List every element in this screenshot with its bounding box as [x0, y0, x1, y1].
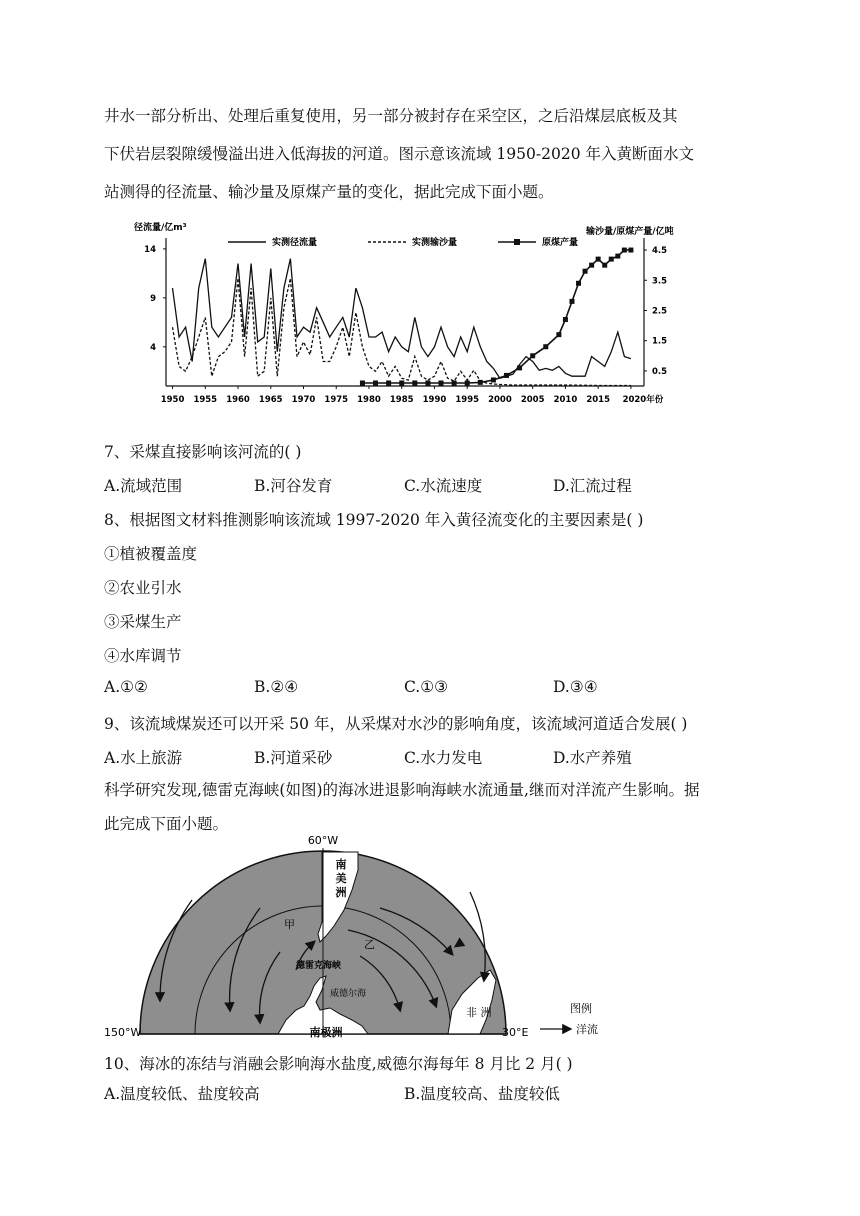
passage1-line-3: 站测得的径流量、输沙量及原煤产量的变化，据此完成下面小题。	[104, 183, 554, 201]
legend-label-1: 实测径流量	[272, 238, 318, 248]
coal-output-marker	[504, 373, 509, 378]
coal-output-marker	[452, 380, 457, 385]
coal-output-marker	[543, 344, 548, 349]
label-africa: 非 洲	[466, 1006, 492, 1019]
chart-series	[173, 248, 634, 386]
x-tick-label: 2010	[553, 395, 578, 405]
coal-output-marker	[530, 353, 535, 358]
label-weddell-sea: 威德尔海	[330, 989, 367, 999]
q7-option-c[interactable]: C.水流速度	[404, 477, 483, 495]
q7-stem: 7、采煤直接影响该河流的( )	[104, 443, 302, 461]
series-line-3	[362, 250, 631, 383]
q7-option-b[interactable]: B.河谷发育	[254, 477, 333, 495]
x-tick-label: 2000	[488, 395, 512, 405]
label-antarctica: 南极洲	[309, 1026, 343, 1039]
q9-option-c[interactable]: C.水力发电	[404, 749, 483, 767]
q10-stem: 10、海冰的冻结与消融会影响海水盐度,威德尔海每年 8 月比 2 月( )	[104, 1055, 573, 1073]
q8-stem: 8、根据图文材料推测影响该流域 1997-2020 年入黄径流变化的主要因素是( )	[104, 511, 644, 529]
x-tick-label: 1990	[422, 395, 447, 405]
coal-output-marker	[360, 380, 365, 385]
coal-output-marker	[596, 257, 601, 262]
q9-option-d[interactable]: D.水产养殖	[553, 749, 632, 767]
coal-output-marker	[439, 380, 444, 385]
coal-output-marker	[556, 332, 561, 337]
x-tick-label: 2020年份	[622, 395, 664, 405]
coal-output-marker	[563, 317, 568, 322]
coal-output-marker	[491, 377, 496, 382]
coal-output-marker	[609, 257, 614, 262]
q8-item-3: ③采煤生产	[104, 613, 182, 631]
x-tick-label: 1985	[389, 395, 414, 405]
x-tick-label: 1965	[258, 395, 283, 405]
x-tick-label: 1960	[226, 395, 250, 405]
q8-option-b[interactable]: B.②④	[254, 678, 299, 696]
coal-output-marker	[373, 380, 378, 385]
q9-option-a[interactable]: A.水上旅游	[104, 749, 183, 767]
q7-option-a[interactable]: A.流域范围	[104, 477, 183, 495]
q10-option-a[interactable]: A.温度较低、盐度较高	[104, 1085, 260, 1103]
label-yi: 乙	[364, 938, 375, 951]
label-drake-passage: 德雷克海峡	[296, 961, 342, 971]
right-tick-label: 2.5	[652, 306, 668, 317]
q9-option-b[interactable]: B.河道采砂	[254, 749, 333, 767]
q8-option-c[interactable]: C.①③	[404, 678, 449, 696]
x-tick-label: 2015	[586, 395, 611, 405]
coal-output-marker	[425, 380, 430, 385]
q8-item-4: ④水库调节	[104, 647, 182, 665]
chart-legend	[228, 236, 578, 248]
x-tick-label: 1995	[455, 395, 480, 405]
right-tick-label: 3.5	[652, 276, 668, 287]
x-tick-label: 1950	[160, 395, 185, 405]
x-tick-label: 1955	[193, 395, 218, 405]
legend-label-2: 实测输沙量	[412, 238, 458, 248]
q8-option-d[interactable]: D.③④	[553, 678, 598, 696]
passage2-line-2: 此完成下面小题。	[104, 815, 229, 833]
left-axis-label: 径流量/亿m³	[134, 223, 187, 233]
passage1-line-1: 井水一部分析出、处理后重复使用，另一部分被封存在采空区，之后沿煤层底板及其	[104, 107, 678, 125]
coal-output-marker	[465, 380, 470, 385]
coal-output-marker	[517, 365, 522, 370]
x-tick-label: 2005	[520, 395, 545, 405]
q8-item-1: ①植被覆盖度	[104, 545, 198, 563]
label-south-america-3: 洲	[335, 886, 347, 899]
x-tick-label: 1970	[291, 395, 316, 405]
left-tick-label: 14	[144, 244, 156, 255]
label-south-america-1: 南	[335, 858, 347, 871]
series-line-1	[173, 259, 631, 379]
x-tick-label: 1980	[357, 395, 381, 405]
label-60w: 60°W	[307, 834, 339, 847]
q10-option-b[interactable]: B.温度较高、盐度较低	[404, 1085, 560, 1103]
left-tick-label: 9	[150, 293, 156, 304]
coal-output-marker	[478, 380, 483, 385]
coal-output-marker	[622, 248, 627, 253]
q9-stem: 9、该流域煤炭还可以开采 50 年，从采煤对水沙的影响角度，该流域河道适合发展( )	[104, 715, 688, 733]
left-tick-label: 4	[150, 342, 156, 353]
legend-marker	[514, 239, 520, 245]
q8-item-2: ②农业引水	[104, 579, 182, 597]
coal-output-marker	[412, 380, 417, 385]
coal-output-marker	[589, 263, 594, 268]
right-tick-label: 4.5	[652, 246, 668, 257]
coal-output-marker	[399, 380, 404, 385]
coal-output-marker	[583, 269, 588, 274]
x-tick-label: 1975	[324, 395, 349, 405]
right-tick-label: 0.5	[652, 366, 668, 377]
legend-label-3: 原煤产量	[542, 238, 579, 248]
passage1-line-2: 下伏岩层裂隙缓慢溢出进入低海拔的河道。图示意该流域 1950-2020 年入黄断面水文	[104, 145, 694, 163]
legend-title: 图例	[570, 1002, 592, 1015]
q7-option-d[interactable]: D.汇流过程	[553, 477, 632, 495]
runoff-sediment-coal-chart	[120, 216, 710, 416]
coal-output-marker	[386, 380, 391, 385]
coal-output-marker	[628, 248, 633, 253]
right-tick-label: 1.5	[652, 336, 668, 347]
coal-output-marker	[576, 281, 581, 286]
q8-option-a[interactable]: A.①②	[104, 678, 148, 696]
coal-output-marker	[569, 299, 574, 304]
legend-current-label: 洋流	[576, 1023, 598, 1036]
passage2-line-1: 科学研究发现,德雷克海峡(如图)的海冰进退影响海峡水流通量,继而对洋流产生影响。据	[104, 781, 700, 799]
chart-axes	[133, 221, 674, 405]
coal-output-marker	[615, 254, 620, 259]
drake-passage-map	[100, 830, 660, 1042]
label-south-america-2: 美	[335, 872, 347, 885]
right-axis-label: 输沙量/原煤产量/亿吨	[586, 227, 674, 237]
coal-output-marker	[602, 263, 607, 268]
label-jia: 甲	[284, 918, 295, 931]
label-150w: 150°W	[104, 1026, 142, 1039]
label-30e: 30°E	[502, 1026, 529, 1039]
